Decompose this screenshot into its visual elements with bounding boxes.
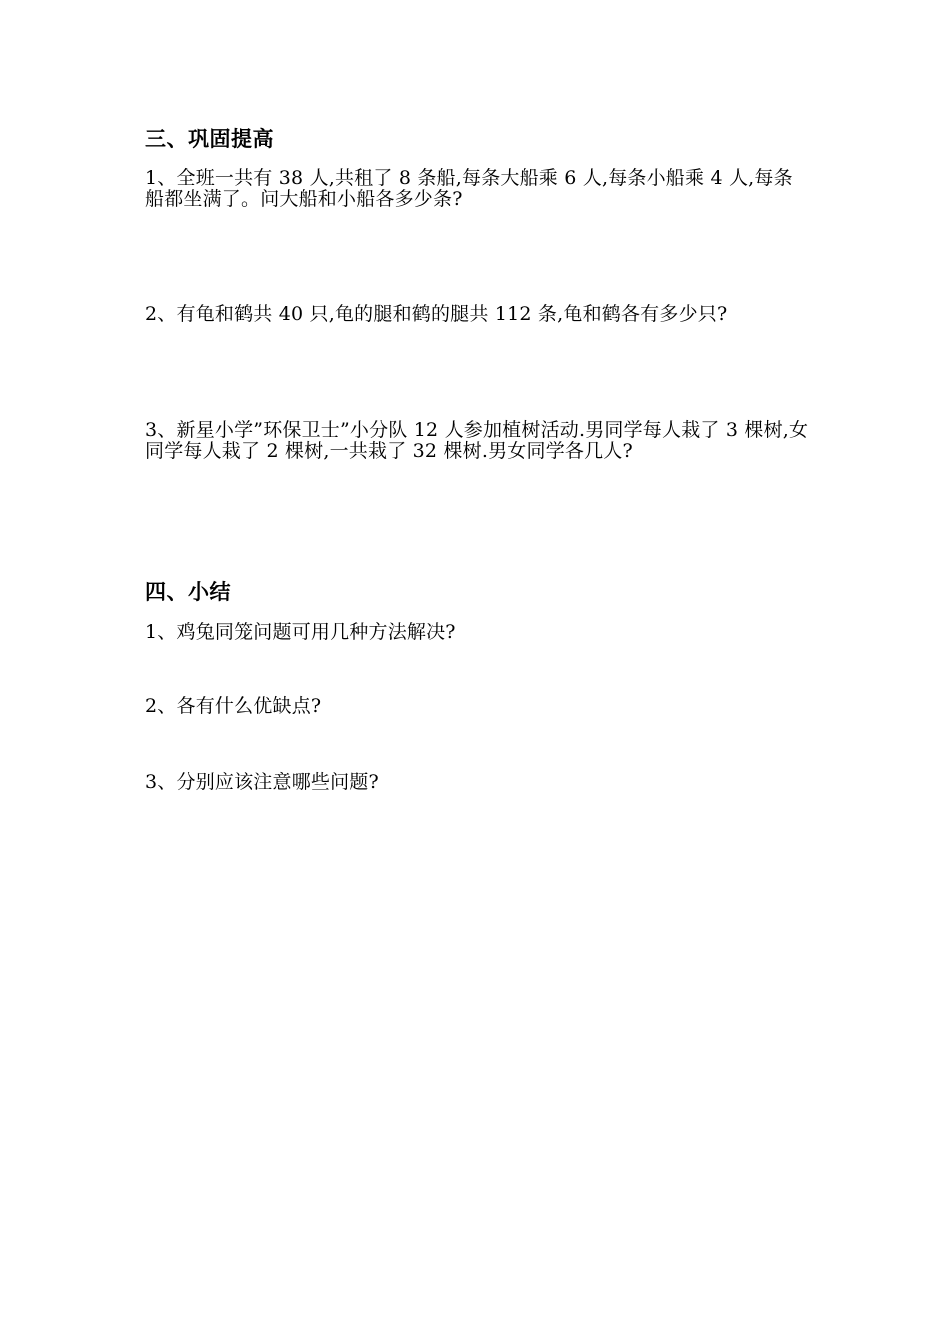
section-heading-consolidate: 三、巩固提高	[145, 127, 274, 151]
summary-question-3: 3、分别应该注意哪些问题?	[145, 771, 379, 793]
exercise-2: 2、有龟和鹤共 40 只,龟的腿和鹤的腿共 112 条,龟和鹤各有多少只?	[145, 303, 728, 325]
exercise-3: 3、新星小学”环保卫士”小分队 12 人参加植树活动.男同学每人栽了 3 棵树,女同学每人栽了 2 棵树,一共栽了 32 棵树.男女同学各几人?	[145, 419, 809, 462]
summary-question-2: 2、各有什么优缺点?	[145, 695, 322, 717]
exercise-1: 1、全班一共有 38 人,共租了 8 条船,每条大船乘 6 人,每条小船乘 4 人,每条船都坐满了。问大船和小船各多少条?	[145, 167, 793, 210]
summary-question-1: 1、鸡兔同笼问题可用几种方法解决?	[145, 621, 456, 643]
section-heading-summary: 四、小结	[145, 580, 231, 604]
